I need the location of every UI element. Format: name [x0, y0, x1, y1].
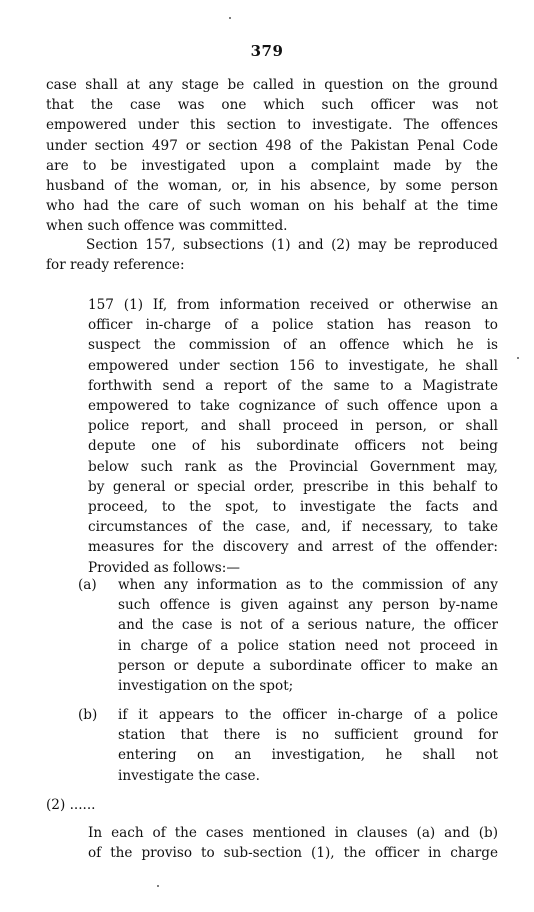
text-line: suspect the commission of an offence which he is — [88, 337, 498, 354]
text-line: investigate the case. — [118, 767, 260, 784]
text-line: by general or special order, prescribe in this behalf to — [88, 478, 498, 495]
text-line: empowered to take cognizance of such offence upon a — [88, 398, 498, 415]
text-line: empowered under section 156 to investigate, he shall — [88, 357, 498, 374]
text-line: investigation on the spot; — [118, 678, 294, 695]
text-line: 157 (1) If, from information received or otherwise an — [88, 297, 498, 313]
text-line: station that there is no sufficient ground for — [118, 727, 498, 744]
text-line: depute one of his subordinate officers not being — [88, 438, 498, 455]
text-line: that the case was one which such officer was not — [46, 97, 498, 114]
clause-label: (b) — [78, 707, 98, 723]
text-line: police report, and shall proceed in person, or shall — [88, 418, 498, 435]
text-line: for ready reference: — [46, 257, 185, 274]
text-line: who had the care of such woman on his behalf at the time — [46, 198, 498, 215]
text-line: are to be investigated upon a complaint made by the — [46, 157, 498, 174]
text-line: Section 157, subsections (1) and (2) may be reproduced — [86, 237, 498, 253]
text-line: under section 497 or section 498 of the Pakistan Penal Code — [46, 137, 498, 154]
clause-label: (a) — [78, 577, 97, 593]
text-line: such offence is given against any person by-name — [118, 597, 498, 614]
paragraph-continuation — [46, 75, 498, 237]
scan-speck — [229, 17, 231, 19]
paragraph-clauses-explanation — [88, 823, 498, 863]
text-line: measures for the discovery and arrest of the offender: — [88, 539, 498, 556]
clause-body — [118, 575, 498, 696]
text-line: forthwith send a report of the same to a Magistrate — [88, 377, 498, 394]
text-line: of the proviso to sub-section (1), the officer in charge — [88, 845, 498, 862]
text-line: entering on an investigation, he shall not — [118, 747, 498, 764]
text-line: case shall at any stage be called in question on the ground — [46, 77, 498, 93]
text-line: Provided as follows:— — [88, 559, 240, 576]
text-line: In each of the cases mentioned in clauses (a) and (b) — [88, 825, 498, 841]
paragraph-section-157-intro — [46, 235, 498, 275]
text-line: (2) ...... — [46, 797, 96, 813]
text-line: empowered under this section to investigate. The offences — [46, 117, 498, 134]
text-line: circumstances of the case, and, if necessary, to take — [88, 519, 498, 536]
text-line: proceed, to the spot, to investigate the facts and — [88, 499, 498, 516]
subsection-2-marker — [46, 795, 166, 815]
text-line: person or depute a subordinate officer to make an — [118, 657, 498, 674]
clause-body — [118, 705, 498, 786]
text-line: and the case is not of a serious nature, the officer — [118, 617, 498, 634]
text-line: husband of the woman, or, in his absence, by some person — [46, 178, 498, 195]
text-line: in charge of a police station need not proceed in — [118, 637, 498, 654]
text-line: if it appears to the officer in-charge of a police — [118, 707, 498, 723]
text-line: below such rank as the Provincial Government may, — [88, 458, 498, 475]
scan-speck — [157, 885, 159, 887]
page-number: 379 — [250, 42, 284, 60]
text-line: officer in-charge of a police station has reason to — [88, 317, 498, 334]
quoted-section-157 — [88, 295, 498, 578]
text-line: when such offence was committed. — [46, 218, 288, 235]
scan-speck — [517, 357, 519, 359]
text-line: when any information as to the commission of any — [118, 577, 498, 593]
